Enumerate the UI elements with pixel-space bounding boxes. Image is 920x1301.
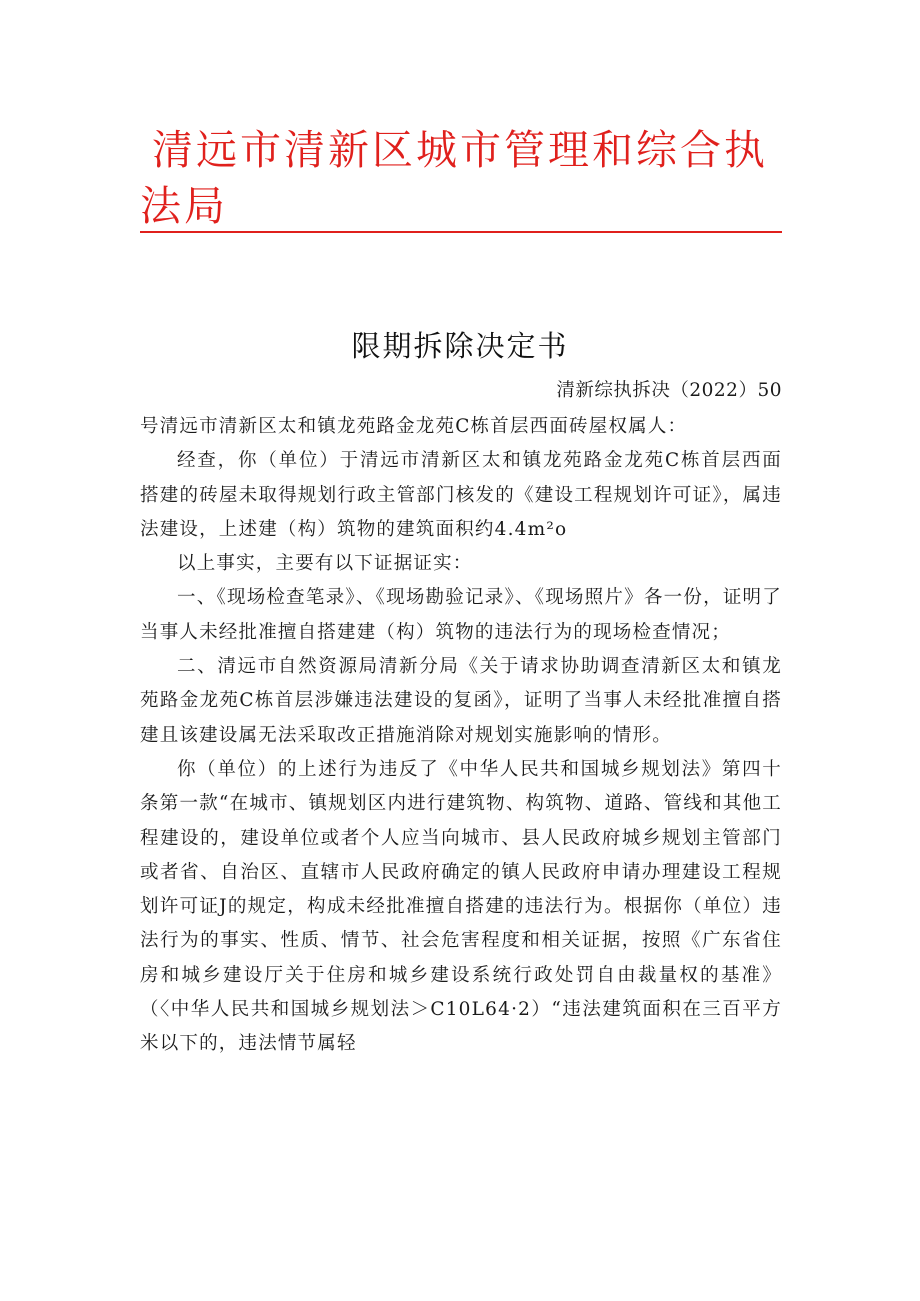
body-paragraph: 一、《现场检查笔录》、《现场勘验记录》、《现场照片》各一份，证明了当事人未经批准擅自搭建建（构）筑物的违法行为的现场检查情况； — [140, 587, 782, 643]
document-number: 清新综执拆决（2022）50 — [556, 380, 782, 401]
body-paragraph: 以上事实，主要有以下证据证实： — [177, 553, 473, 575]
document-title: 限期拆除决定书 — [351, 329, 569, 363]
addressee-paragraph: 号清远市清新区太和镇龙苑路金龙苑C栋首层西面砖屋权属人： — [140, 416, 688, 437]
body-paragraph: 二、清远市自然资源局清新分局《关于请求协助调查清新区太和镇龙苑路金龙苑C栋首层涉嫌违法建设的复函》，证明了当事人未经批准擅自搭建且该建设属无法采取改正措施消除对规划实施影响的情形。 — [140, 656, 782, 746]
red-header-rule — [140, 231, 782, 233]
document-body — [140, 410, 782, 1062]
issuing-authority-header — [140, 122, 790, 234]
body-paragraph: 经查，你（单位）于清远市清新区太和镇龙苑路金龙苑C栋首层西面搭建的砖屋未取得规划行政主管部门核发的《建设工程规划许可证》，属违法建设，上述建（构）筑物的建筑面积约4.4m²o — [140, 450, 782, 540]
body-paragraph: 你（单位）的上述行为违反了《中华人民共和国城乡规划法》第四十条第一款“在城市、镇规划区内进行建筑物、构筑物、道路、管线和其他工程建设的，建设单位或者个人应当向城市、县人民政府城乡规划主管部门或者省、自治区、直辖市人民政府确定的镇人民政府申请办理建设工程规划许可证J的规定，构成未经批准擅自搭建的违法行为。根据你（单位）违法行为的事实、性质、情节、社会危害程度和相关证据，按照《广东省住房和城乡建设厅关于住房和城乡建设系统行政处罚自由裁量权的基准》（〈中华人民共和国城乡规划法＞C10L64·2）“违法建筑面积在三百平方米以下的，违法情节属轻 — [140, 758, 782, 1055]
header-line-1: 清远市清新区城市管理和综合执 — [152, 126, 768, 174]
header-line-2: 法局 — [140, 182, 228, 230]
